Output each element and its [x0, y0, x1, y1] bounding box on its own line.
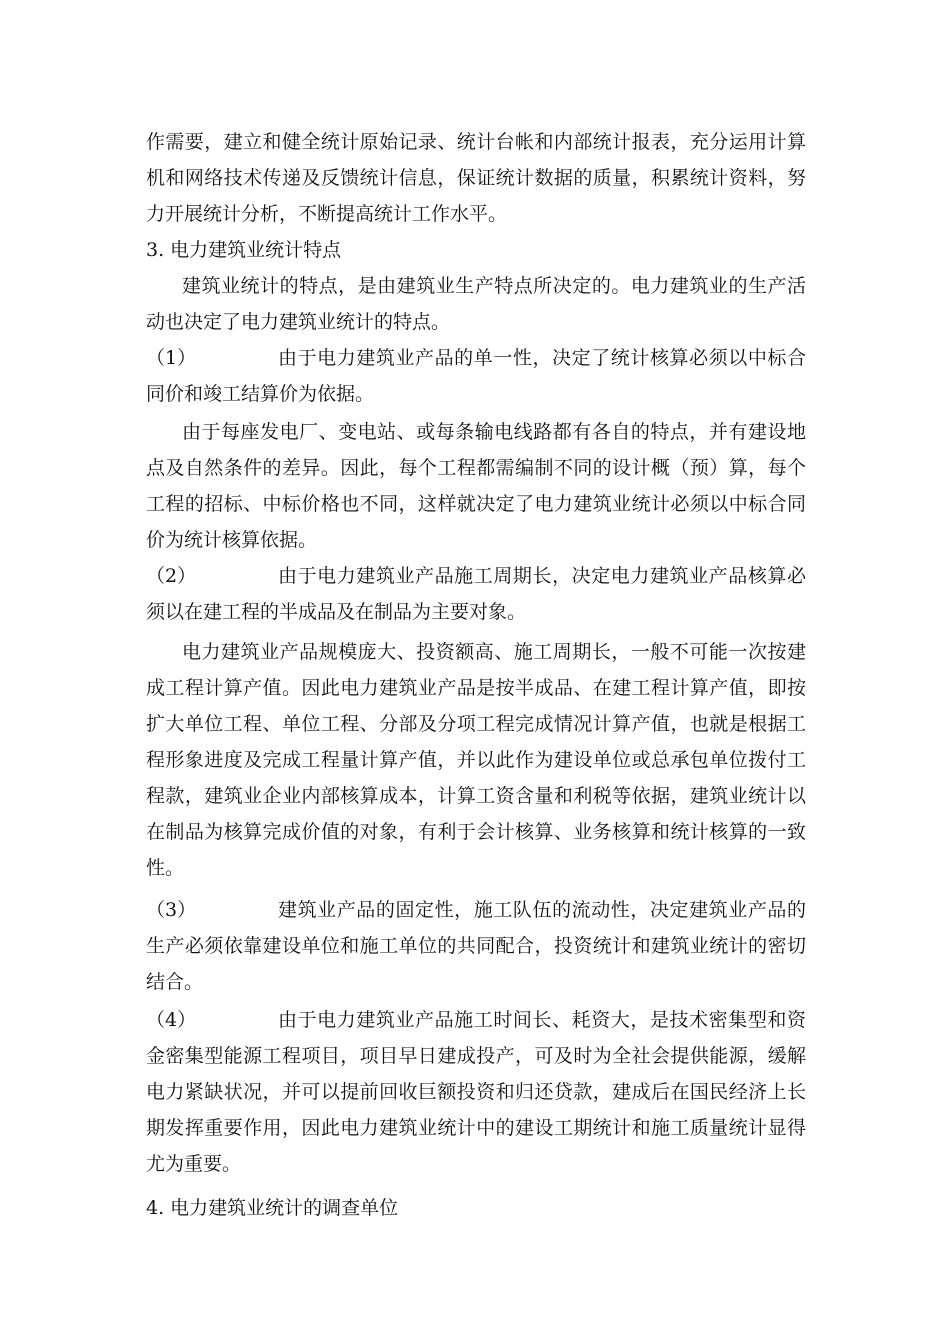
- text-line: 由于电力建筑业产品施工时间长、耗资大，是技术密集型和资: [278, 1009, 806, 1031]
- text-line: 工程的招标、中标价格也不同，这样就决定了电力建筑业统计必须以中标合同: [146, 493, 806, 515]
- list-marker: （4）: [146, 1009, 197, 1031]
- text-line: 在制品为核算完成价值的对象，有利于会计核算、业务核算和统计核算的一致: [146, 821, 806, 843]
- text-line: 建筑业统计的特点，是由建筑业生产特点所决定的。电力建筑业的生产活: [182, 275, 806, 297]
- text-line: 机和网络技术传递及反馈统计信息，保证统计数据的质量，积累统计资料，努: [146, 167, 806, 189]
- text-line: 建筑业产品的固定性，施工队伍的流动性，决定建筑业产品的: [278, 899, 806, 921]
- text-line: 作需要，建立和健全统计原始记录、统计台帐和内部统计报表，充分运用计算: [146, 131, 806, 153]
- text-line: 性。: [146, 857, 185, 879]
- text-line: 由于每座发电厂、变电站、或每条输电线路都有各自的特点，并有建设地: [182, 421, 806, 443]
- text-line: 由于电力建筑业产品的单一性，决定了统计核算必须以中标合: [278, 347, 806, 369]
- text-line: 电力建筑业产品规模庞大、投资额高、施工周期长，一般不可能一次按建: [182, 641, 806, 663]
- list-marker: （1）: [146, 347, 197, 369]
- section-heading: 4. 电力建筑业统计的调查单位: [146, 1197, 399, 1219]
- text-line: 结合。: [146, 971, 204, 993]
- text-line: 期发挥重要作用，因此电力建筑业统计中的建设工期统计和施工质量统计显得: [146, 1117, 806, 1139]
- text-line: 生产必须依靠建设单位和施工单位的共同配合，投资统计和建筑业统计的密切: [146, 935, 806, 957]
- text-line: 力开展统计分析，不断提高统计工作水平。: [146, 203, 508, 225]
- text-line: 须以在建工程的半成品及在制品为主要对象。: [146, 601, 527, 623]
- text-line: 由于电力建筑业产品施工周期长，决定电力建筑业产品核算必: [278, 565, 806, 587]
- text-line: 金密集型能源工程项目，项目早日建成投产，可及时为全社会提供能源，缓解: [146, 1045, 806, 1067]
- text-line: 电力紧缺状况，并可以提前回收巨额投资和归还贷款，建成后在国民经济上长: [146, 1081, 806, 1103]
- text-line: 程形象进度及完成工程量计算产值，并以此作为建设单位或总承包单位拨付工: [146, 749, 806, 771]
- text-line: 程款，建筑业企业内部核算成本，计算工资含量和利税等依据，建筑业统计以: [146, 785, 806, 807]
- text-line: 价为统计核算依据。: [146, 529, 318, 551]
- list-marker: （3）: [146, 899, 197, 921]
- text-line: 尤为重要。: [146, 1153, 242, 1175]
- list-marker: （2）: [146, 565, 197, 587]
- text-line: 点及自然条件的差异。因此，每个工程都需编制不同的设计概（预）算，每个: [146, 457, 806, 479]
- text-line: 扩大单位工程、单位工程、分部及分项工程完成情况计算产值，也就是根据工: [146, 713, 806, 735]
- text-line: 同价和竣工结算价为依据。: [146, 383, 375, 405]
- text-line: 成工程计算产值。因此电力建筑业产品是按半成品、在建工程计算产值，即按: [146, 677, 806, 699]
- text-line: 动也决定了电力建筑业统计的特点。: [146, 311, 451, 333]
- section-heading: 3. 电力建筑业统计特点: [146, 239, 342, 261]
